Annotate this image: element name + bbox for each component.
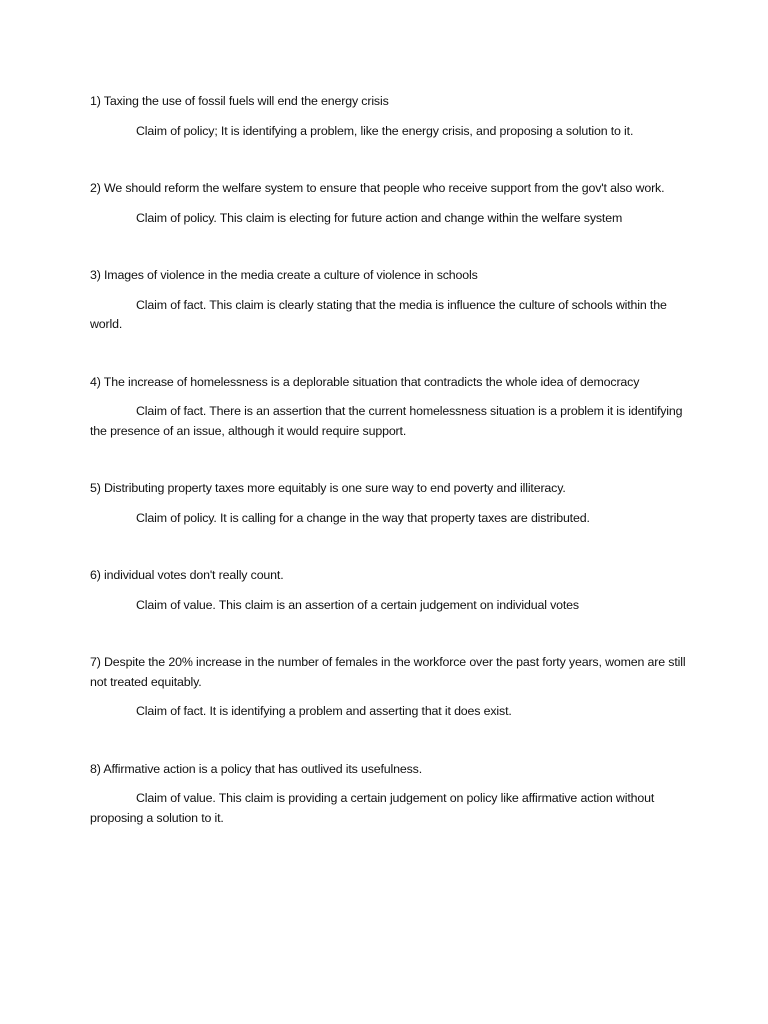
claim-statement: 3) Images of violence in the media create a culture of violence in schools: [90, 268, 478, 282]
claim-statement: 6) individual votes don't really count.: [90, 568, 284, 582]
list-item: [90, 479, 690, 528]
claim-statement: 4) The increase of homelessness is a deplorable situation that contradicts the whole idea of democracy: [90, 374, 640, 389]
claim-statement: 5) Distributing property taxes more equitably is one sure way to end poverty and illiteracy.: [90, 481, 566, 495]
claim-analysis: Claim of policy; It is identifying a problem, like the energy crisis, and proposing a solution to it.: [136, 123, 634, 138]
claim-analysis: Claim of fact. There is an assertion that the current homelessness situation is a problem it is identifying the presence of an issue, although it would require support.: [90, 404, 683, 438]
list-item: [90, 92, 690, 141]
list-item: [90, 373, 690, 442]
claim-analysis: Claim of value. This claim is providing a certain judgement on policy like affirmative action without proposing a solution to it.: [90, 791, 655, 825]
claim-statement: 8) Affirmative action is a policy that has outlived its usefulness.: [90, 761, 423, 776]
claim-analysis: Claim of policy. This claim is electing for future action and change within the welfare system: [136, 210, 623, 225]
document-body: [90, 92, 690, 866]
claim-statement: 2) We should reform the welfare system to ensure that people who receive support from the gov't also work.: [90, 181, 665, 195]
claim-analysis: Claim of fact. It is identifying a problem and asserting that it does exist.: [136, 704, 512, 718]
claim-analysis: Claim of policy. It is calling for a change in the way that property taxes are distributed.: [136, 510, 590, 525]
claim-statement: 1) Taxing the use of fossil fuels will end the energy crisis: [90, 94, 389, 108]
list-item: [90, 566, 690, 615]
list-item: [90, 179, 690, 228]
list-item: [90, 653, 690, 722]
claim-analysis: Claim of fact. This claim is clearly stating that the media is influence the culture of schools within the world.: [90, 297, 667, 331]
list-item: [90, 760, 690, 829]
list-item: [90, 266, 690, 335]
claim-statement: 7) Despite the 20% increase in the number of females in the workforce over the past forty years, women are still not treated equitably.: [90, 655, 686, 689]
claim-analysis: Claim of value. This claim is an assertion of a certain judgement on individual votes: [136, 597, 579, 612]
